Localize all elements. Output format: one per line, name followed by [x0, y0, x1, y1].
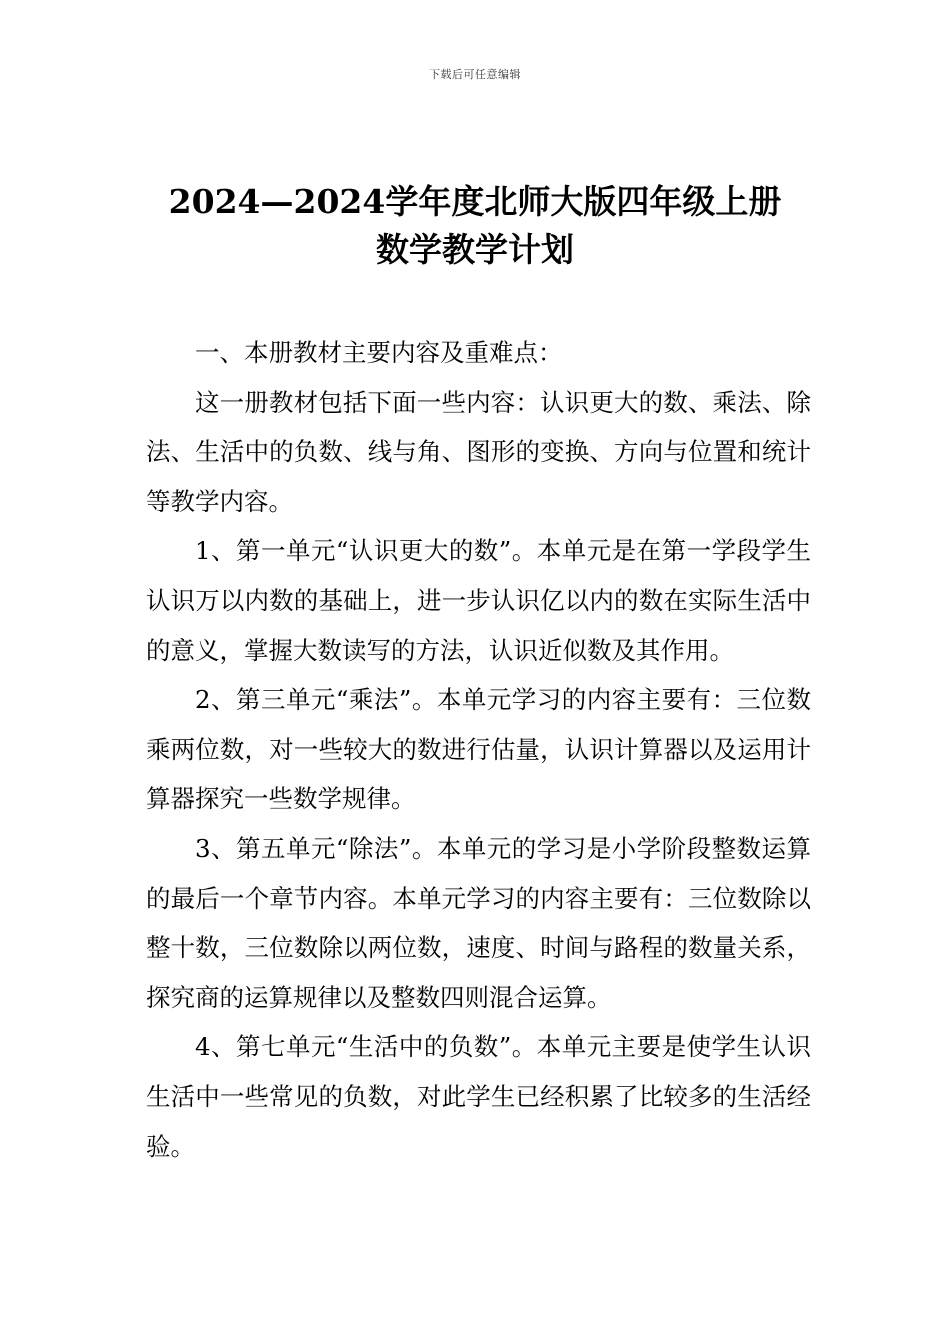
- section-heading: 一、本册教材主要内容及重难点：: [195, 338, 563, 367]
- unit-5-paragraph: 3、第五单元“除法”。本单元的学习是小学阶段整数运算的最后一个章节内容。本单元学习的内容主要有：三位数除以整十数，三位数除以两位数，速度、时间与路程的数量关系，探究商的运算规律以及整数四则混合运算。: [146, 833, 811, 1012]
- title-line-1: 2024—2024学年度北师大版四年级上册: [168, 182, 782, 221]
- intro-paragraph: 这一册教材包括下面一些内容：认识更大的数、乘法、除法、生活中的负数、线与角、图形的变换、方向与位置和统计等教学内容。: [146, 387, 811, 516]
- unit-3-paragraph: 2、第三单元“乘法”。本单元学习的内容主要有：三位数乘两位数，对一些较大的数进行估量，认识计算器以及运用计算器探究一些数学规律。: [146, 685, 811, 814]
- page-header-note: 下载后可任意编辑: [429, 68, 521, 81]
- title-line-2: 数学教学计划: [376, 230, 574, 269]
- unit-7-paragraph: 4、第七单元“生活中的负数”。本单元主要是使学生认识生活中一些常见的负数，对此学生已经积累了比较多的生活经验。: [146, 1032, 811, 1161]
- document-body: [146, 328, 811, 1171]
- document-title: [0, 178, 950, 274]
- unit-1-paragraph: 1、第一单元“认识更大的数”。本单元是在第一学段学生认识万以内数的基础上，进一步认识亿以内的数在实际生活中的意义，掌握大数读写的方法，认识近似数及其作用。: [146, 536, 811, 665]
